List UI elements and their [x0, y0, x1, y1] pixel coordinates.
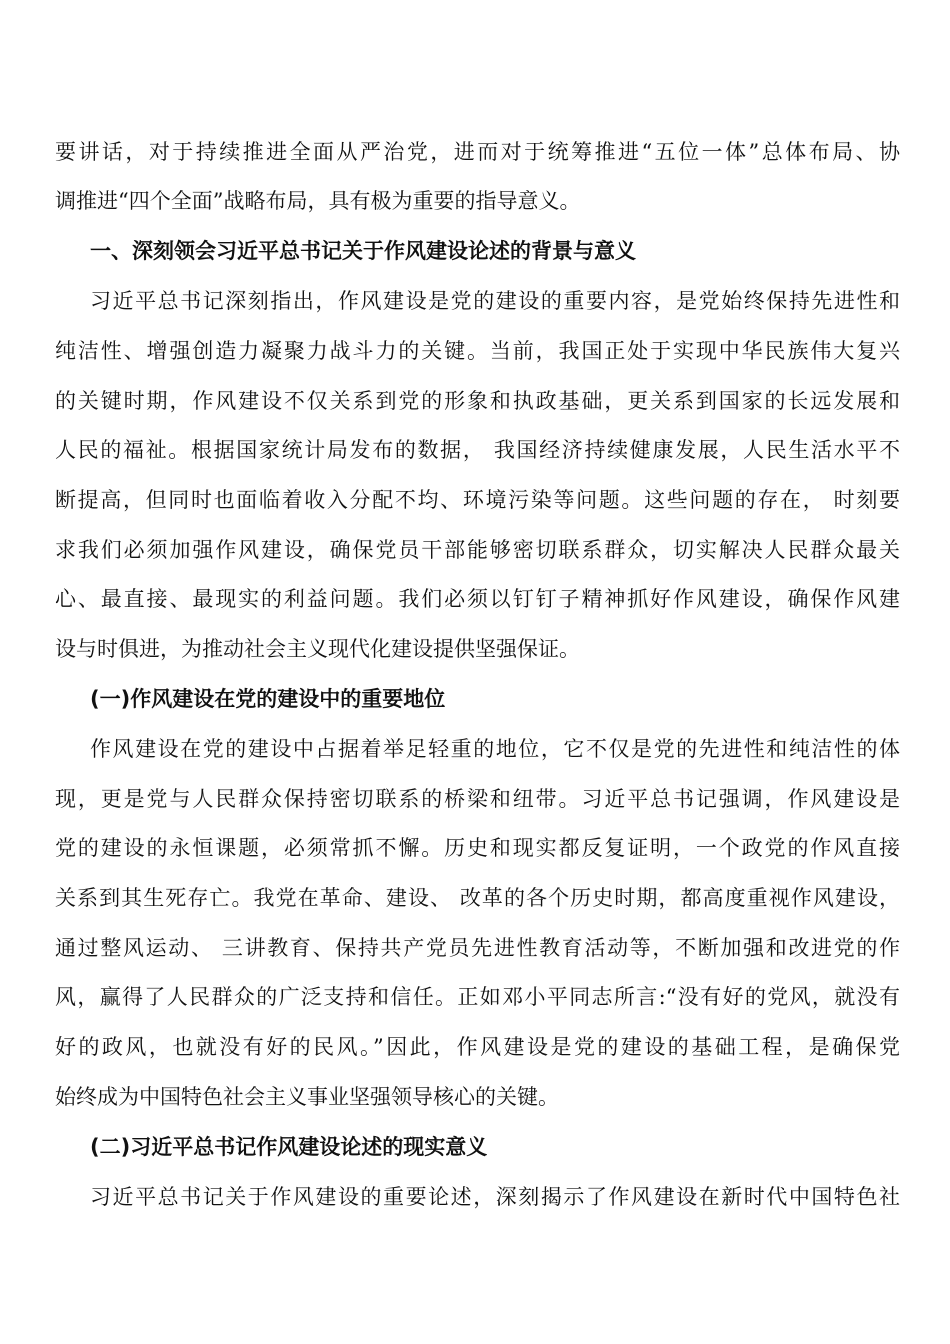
paragraph-line: 党的建设的永恒课题，必须常抓不懈。历史和现实都反复证明，一个政党的作风直接	[55, 836, 900, 860]
paragraph-line: 人民的福祉。根据国家统计局发布的数据， 我国经济持续健康发展，人民生活水平不	[55, 438, 901, 462]
paragraph-line: 作风建设在党的建设中占据着举足轻重的地位，它不仅是党的先进性和纯洁性的体	[90, 737, 900, 761]
paragraph-line: 心、最直接、最现实的利益问题。我们必须以钉钉子精神抓好作风建设，确保作风建	[55, 587, 900, 611]
paragraph-line: 的关键时期，作风建设不仅关系到党的形象和执政基础，更关系到国家的长远发展和	[55, 389, 900, 413]
paragraph-line: 求我们必须加强作风建设，确保党员干部能够密切联系群众，切实解决人民群众最关	[55, 538, 900, 562]
paragraph-line: 调推进“四个全面”战略布局，具有极为重要的指导意义。	[55, 189, 581, 213]
paragraph-line: 好的政风，也就没有好的民风。”因此，作风建设是党的建设的基础工程，是确保党	[55, 1035, 900, 1059]
paragraph-line: 始终成为中国特色社会主义事业坚强领导核心的关键。	[55, 1085, 559, 1109]
paragraph-line: 要讲话，对于持续推进全面从严治党，进而对于统筹推进“五位一体”总体布局、协	[55, 140, 900, 164]
paragraph-line: 关系到其生死存亡。我党在革命、建设、 改革的各个历史时期，都高度重视作风建设，	[55, 886, 900, 910]
subsection-heading: (二)习近平总书记作风建设论述的现实意义	[90, 1135, 488, 1159]
paragraph-line: 风，赢得了人民群众的广泛支持和信任。正如邓小平同志所言:“没有好的党风，就没有	[55, 985, 900, 1009]
paragraph-line: 断提高，但同时也面临着收入分配不均、环境污染等问题。这些问题的存在， 时刻要	[55, 488, 900, 512]
subsection-heading: (一)作风建设在党的建设中的重要地位	[90, 687, 446, 711]
paragraph-line: 设与时俱进，为推动社会主义现代化建设提供坚强保证。	[55, 637, 580, 661]
paragraph-line: 习近平总书记深刻指出，作风建设是党的建设的重要内容，是党始终保持先进性和	[90, 289, 900, 313]
paragraph-line: 通过整风运动、 三讲教育、保持共产党员先进性教育活动等，不断加强和改进党的作	[55, 936, 900, 960]
paragraph-line: 习近平总书记关于作风建设的重要论述，深刻揭示了作风建设在新时代中国特色社	[90, 1185, 900, 1209]
section-heading: 一、深刻领会习近平总书记关于作风建设论述的背景与意义	[90, 239, 636, 263]
paragraph-line: 纯洁性、增强创造力凝聚力战斗力的关键。当前，我国正处于实现中华民族伟大复兴	[55, 339, 900, 363]
paragraph-line: 现，更是党与人民群众保持密切联系的桥梁和纽带。习近平总书记强调，作风建设是	[55, 787, 900, 811]
